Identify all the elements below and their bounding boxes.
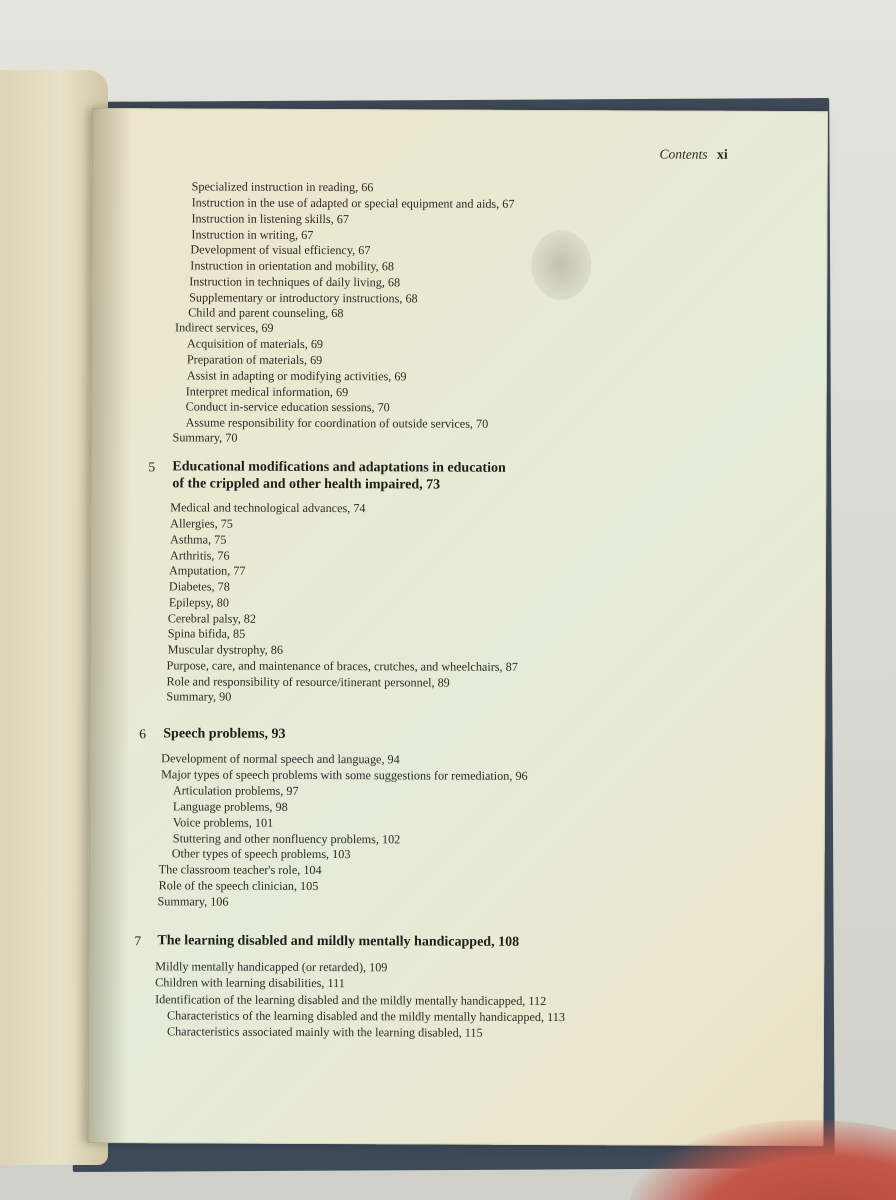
toc-section-entry: Identification of the learning disabled and the mildly mentally handicapped, 112 bbox=[155, 992, 547, 1008]
toc-entry: Instruction in techniques of daily living, 68 bbox=[189, 274, 401, 290]
toc-entry: Language problems, 98 bbox=[172, 799, 288, 814]
toc-entry: Characteristics associated mainly with the learning disabled, 115 bbox=[166, 1024, 483, 1040]
running-head-page-number: xi bbox=[716, 147, 728, 163]
toc-entry: Instruction in writing, 67 bbox=[191, 227, 314, 242]
toc-entry: Acquisition of materials, 69 bbox=[186, 336, 324, 352]
toc-section-entry: Mildly mentally handicapped (or retarded), 109 bbox=[155, 959, 388, 975]
toc-section-entry: Spina bifida, 85 bbox=[167, 626, 246, 641]
toc-section-entry: Summary, 106 bbox=[157, 894, 229, 909]
toc-entry: Other types of speech problems, 103 bbox=[171, 846, 351, 862]
toc-section-entry: Diabetes, 78 bbox=[168, 579, 230, 594]
chapter-5-title-line2: of the crippled and other health impaired, 73 bbox=[172, 476, 441, 493]
chapter-6-title: Speech problems, 93 bbox=[163, 726, 286, 742]
toc-entry: Instruction in the use of adapted or special equipment and aids, 67 bbox=[191, 195, 515, 211]
toc-entry: Stuttering and other nonfluency problems, 102 bbox=[172, 831, 401, 847]
contents-page bbox=[87, 108, 828, 1146]
toc-section-entry: Indirect services, 69 bbox=[175, 320, 274, 335]
toc-section-entry: Major types of speech problems with some suggestions for remediation, 96 bbox=[161, 767, 528, 783]
page-gutter-shadow bbox=[87, 108, 132, 1143]
toc-entry: Articulation problems, 97 bbox=[172, 783, 299, 798]
chapter-7-number: 7 bbox=[134, 933, 142, 949]
toc-section-entry: The classroom teacher's role, 104 bbox=[158, 862, 322, 878]
toc-entry: Assume responsibility for coordination of outside services, 70 bbox=[185, 415, 489, 431]
running-head-title: Contents bbox=[659, 146, 708, 162]
toc-entry: Development of visual efficiency, 67 bbox=[190, 242, 371, 258]
toc-section-entry: Children with learning disabilities, 111 bbox=[155, 975, 345, 991]
toc-section-entry: Epilepsy, 80 bbox=[168, 595, 230, 610]
toc-section-entry: Arthritis, 76 bbox=[170, 548, 230, 563]
toc-section-entry: Amputation, 77 bbox=[168, 563, 246, 578]
toc-entry: Characteristics of the learning disabled and the mildly mentally handicapped, 113 bbox=[167, 1008, 565, 1025]
toc-section-entry: Development of normal speech and language, 94 bbox=[161, 751, 400, 767]
toc-entry: Child and parent counseling, 68 bbox=[188, 305, 344, 321]
chapter-5-number: 5 bbox=[148, 459, 156, 475]
toc-section-entry: Purpose, care, and maintenance of braces, crutches, and wheelchairs, 87 bbox=[166, 658, 518, 674]
toc-section-entry: Allergies, 75 bbox=[170, 516, 233, 531]
toc-section-entry: Cerebral palsy, 82 bbox=[167, 611, 257, 626]
toc-section-entry: Role and responsibility of resource/itinerant personnel, 89 bbox=[166, 674, 450, 690]
toc-section-entry: Medical and technological advances, 74 bbox=[170, 500, 366, 516]
toc-entry: Interpret medical information, 69 bbox=[185, 384, 349, 400]
toc-entry: Assist in adapting or modifying activities, 69 bbox=[186, 368, 407, 384]
chapter-5-title-line1: Educational modifications and adaptations in education bbox=[172, 459, 506, 476]
toc-entry: Instruction in listening skills, 67 bbox=[191, 211, 349, 227]
toc-section-entry: Summary, 90 bbox=[166, 689, 232, 704]
toc-entry: Voice problems, 101 bbox=[172, 815, 274, 830]
chapter-6-number: 6 bbox=[139, 726, 147, 742]
toc-entry: Supplementary or introductory instructions, 68 bbox=[189, 290, 418, 306]
page-stain bbox=[531, 230, 591, 300]
toc-entry: Instruction in orientation and mobility, 68 bbox=[190, 258, 395, 274]
toc-entry: Preparation of materials, 69 bbox=[186, 352, 323, 368]
toc-section-entry: Role of the speech clinician, 105 bbox=[158, 878, 319, 893]
toc-section-entry: Asthma, 75 bbox=[170, 532, 227, 547]
toc-section-entry: Muscular dystrophy, 86 bbox=[167, 642, 283, 657]
chapter-7-title: The learning disabled and mildly mentally handicapped, 108 bbox=[157, 933, 520, 950]
toc-entry: Specialized instruction in reading, 66 bbox=[191, 179, 374, 195]
running-head bbox=[659, 146, 727, 163]
toc-entry: Conduct in-service education sessions, 70 bbox=[185, 399, 390, 415]
toc-section-entry: Summary, 70 bbox=[172, 430, 238, 445]
